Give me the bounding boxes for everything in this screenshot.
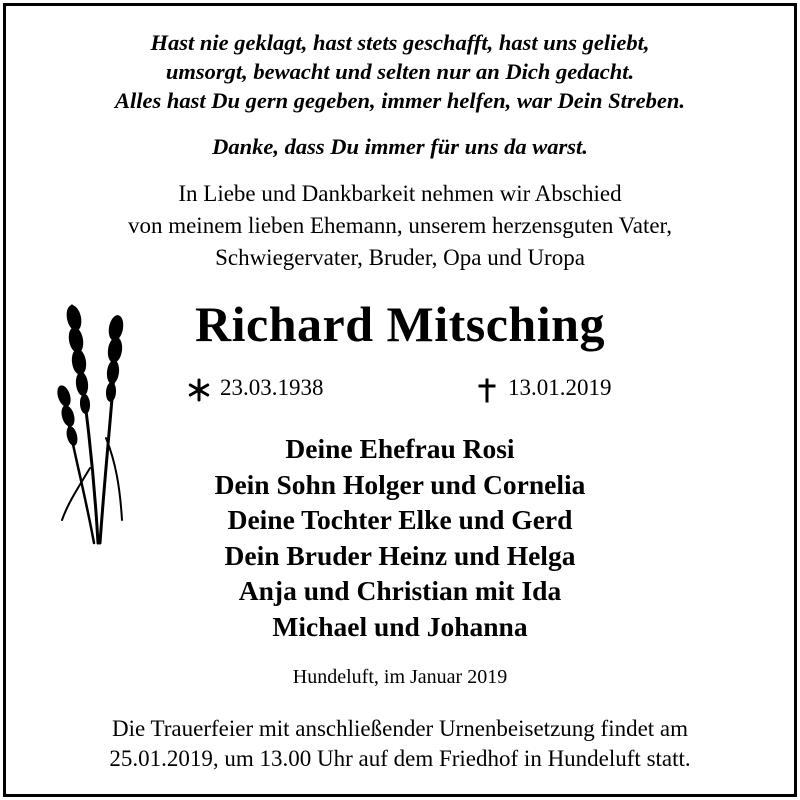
poem [6, 28, 794, 115]
intro-text [6, 178, 794, 274]
mourners-list [6, 431, 794, 644]
mourner-line: Dein Sohn Holger und Cornelia [214, 468, 586, 500]
intro-line: Schwiegervater, Bruder, Opa und Uropa [215, 245, 585, 270]
thanks-line: Danke, dass Du immer für uns da warst. [212, 134, 588, 159]
death-date-row [474, 373, 612, 403]
death-date: 13.01.2019 [508, 375, 612, 400]
poem-line: umsorgt, bewacht und selten nur an Dich gedacht. [165, 59, 635, 84]
place-date: Hundeluft, im Januar 2019 [292, 666, 508, 688]
ceremony-line: 25.01.2019, um 13.00 Uhr auf dem Friedhof in Hundeluft statt. [109, 746, 691, 771]
mourner-line: Anja und Christian mit Ida [238, 575, 562, 606]
birth-date: 23.03.1938 [220, 375, 324, 400]
deceased-name: Richard Mitsching [195, 296, 605, 352]
poem-line: Hast nie geklagt, hast stets geschafft, hast uns geliebt, [150, 30, 650, 55]
cross-icon [474, 377, 500, 403]
birth-date-row [186, 373, 324, 403]
intro-line: von meinem lieben Ehemann, unserem herzensguten Vater, [127, 213, 673, 238]
mourner-line: Michael und Johanna [272, 610, 528, 642]
mourner-line: Deine Ehefrau Rosi [285, 433, 515, 464]
ceremony-line: Die Trauerfeier mit anschließender Urnenbeisetzung findet am [111, 716, 689, 741]
birth-star-icon [186, 377, 212, 403]
mourner-line: Dein Bruder Heinz und Helga [224, 539, 576, 571]
mourner-line: Deine Tochter Elke und Gerd [227, 504, 573, 535]
obituary-notice [3, 3, 797, 797]
intro-line: In Liebe und Dankbarkeit nehmen wir Abschied [178, 181, 622, 206]
poem-line: Alles hast Du gern gegeben, immer helfen, war Dein Streben. [114, 88, 686, 113]
ceremony-info [6, 714, 794, 774]
